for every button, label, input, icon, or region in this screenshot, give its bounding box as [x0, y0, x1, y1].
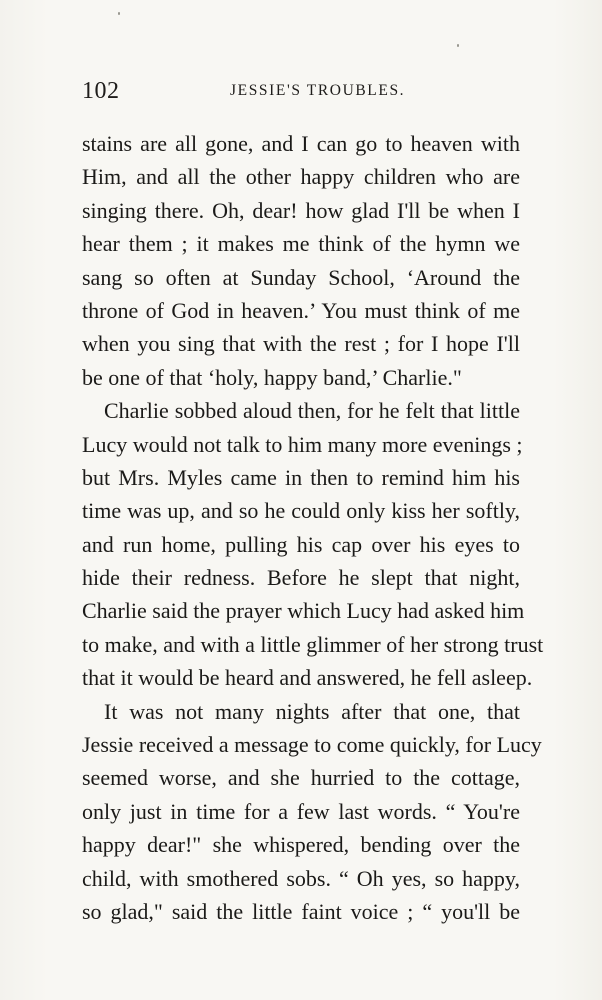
page-header	[82, 78, 522, 108]
text-line: and run home, pulling his cap over his eyes to	[82, 531, 520, 557]
text-line: hear them ; it makes me think of the hymn we	[82, 231, 520, 257]
text-line: only just in time for a few last words. “ You're	[82, 798, 520, 824]
paragraph	[82, 127, 520, 394]
paragraph	[82, 394, 544, 695]
text-line: to make, and with a little glimmer of her strong trust	[82, 631, 544, 657]
text-line: Jessie received a message to come quickly, for Lucy	[82, 732, 542, 758]
running-head: JESSIE'S TROUBLES.	[230, 82, 406, 99]
text-line: Charlie sobbed aloud then, for he felt that little	[104, 398, 520, 424]
text-line: Him, and all the other happy children who are	[82, 164, 520, 190]
text-line: but Mrs. Myles came in then to remind him his	[82, 464, 520, 490]
page-number: 102	[82, 78, 120, 104]
text-line: It was not many nights after that one, that	[104, 698, 520, 724]
body-text	[82, 127, 544, 928]
text-line: that it would be heard and answered, he fell asleep.	[82, 665, 533, 691]
text-line: be one of that ‘holy, happy band,’ Charlie."	[82, 364, 462, 390]
text-line: sang so often at Sunday School, ‘Around the	[82, 264, 520, 290]
text-line: hide their redness. Before he slept that night,	[82, 565, 520, 591]
paper-speck	[457, 44, 459, 47]
text-line: Charlie said the prayer which Lucy had asked him	[82, 598, 525, 624]
text-line: happy dear!" she whispered, bending over the	[82, 832, 520, 858]
text-line: throne of God in heaven.’ You must think of me	[82, 297, 520, 323]
text-line: child, with smothered sobs. “ Oh yes, so happy,	[82, 865, 520, 891]
text-line: singing there. Oh, dear! how glad I'll be when I	[82, 197, 520, 223]
text-line: when you sing that with the rest ; for I hope I'll	[82, 331, 520, 357]
paragraph	[82, 695, 542, 929]
text-line: seemed worse, and she hurried to the cottage,	[82, 765, 520, 791]
text-line: time was up, and so he could only kiss her softly,	[82, 498, 520, 524]
paper-speck	[118, 12, 120, 15]
text-line: so glad," said the little faint voice ; “ you'll be	[82, 898, 520, 924]
text-line: Lucy would not talk to him many more evenings ;	[82, 431, 523, 457]
text-line: stains are all gone, and I can go to heaven with	[82, 131, 520, 156]
